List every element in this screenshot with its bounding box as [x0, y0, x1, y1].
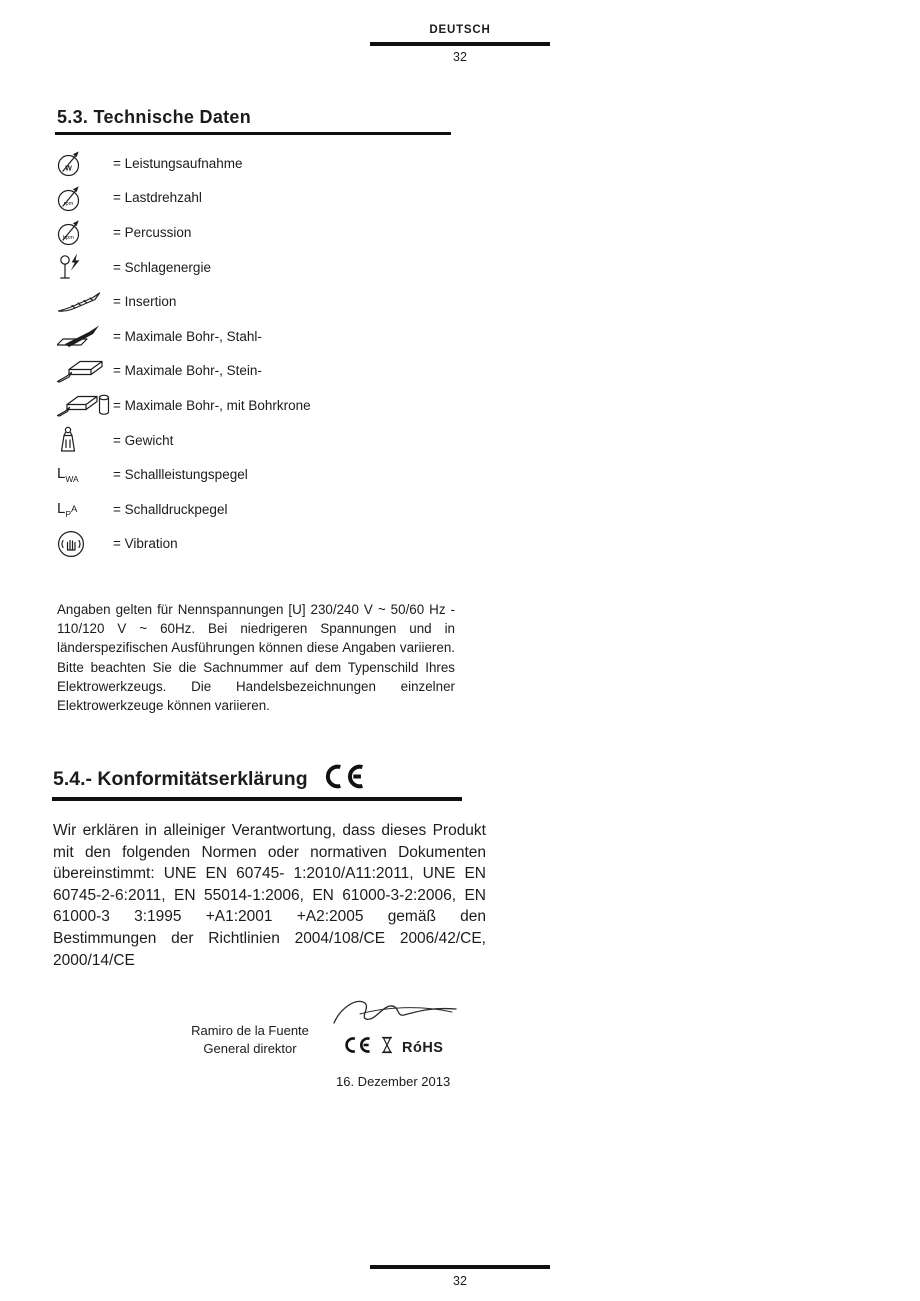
spec-label: = Schlagenergie	[113, 259, 211, 275]
technical-data-list	[57, 146, 477, 561]
spec-row-gewicht	[57, 423, 477, 458]
spec-label: = Percussion	[113, 224, 192, 240]
spec-label: = Lastdrehzahl	[113, 190, 202, 206]
spec-label: = Schallleistungspegel	[113, 467, 248, 483]
spec-label: = Insertion	[113, 294, 177, 310]
rohs-label: RóHS	[402, 1039, 444, 1056]
declaration-date: 16. Dezember 2013	[336, 1074, 451, 1089]
header-page-number: 32	[453, 50, 467, 64]
spec-row-percussion	[57, 215, 477, 250]
signer-name: Ramiro de la Fuente	[191, 1023, 309, 1038]
spec-row-insertion	[57, 284, 477, 319]
section-54-header	[53, 763, 366, 795]
svg-text:bpm: bpm	[63, 235, 74, 242]
spec-label: = Schalldruckpegel	[113, 501, 228, 517]
vibration-icon	[57, 530, 113, 558]
drill-steel-icon	[57, 324, 113, 348]
spec-row-lastdrehzahl	[57, 181, 477, 216]
spec-label: = Gewicht	[113, 432, 174, 448]
spec-row-vibration	[57, 527, 477, 562]
rpm-gauge-icon	[57, 184, 113, 212]
spec-row-schalldruckpegel	[57, 492, 477, 527]
section-53-title: 5.3. Technische Daten	[57, 107, 252, 127]
spec-row-bohr-stein	[57, 354, 477, 389]
spec-label: = Maximale Bohr-, mit Bohrkrone	[113, 397, 311, 413]
lpa-symbol: $L_PA$	[57, 499, 78, 519]
certification-marks	[344, 1036, 443, 1059]
signer-title: General direktor	[203, 1041, 297, 1056]
voltage-note: Angaben gelten für Nennspannungen [U] 230/240 V ~ 50/60 Hz - 110/120 V ~ 60Hz. Bei niedrigeren Spannungen und in länderspezifischen Ausführungen können diese Angaben variieren. Bitte beachten Sie die Sachnummer auf dem Typenschild Ihres Elektrowerkzeugs. Die Handelsbezeichnungen einzelner Elektrowerkzeuge können variieren.	[57, 602, 455, 714]
ce-mark-icon	[324, 763, 366, 795]
spec-label: = Leistungsaufnahme	[113, 155, 243, 171]
spec-label: = Vibration	[113, 536, 178, 552]
drill-stone-icon	[57, 358, 113, 383]
section-53-underline	[55, 132, 451, 135]
spec-row-schlagenergie	[57, 250, 477, 285]
lwa-symbol: $L_{WA}$	[57, 465, 79, 485]
header-rule	[370, 42, 550, 46]
drill-bit-icon	[57, 291, 113, 313]
section-54-title: 5.4.- Konformitätserklärung	[53, 767, 308, 790]
signer-block	[168, 1022, 332, 1058]
ce-mark-icon	[344, 1036, 372, 1059]
footer-rule	[370, 1265, 550, 1269]
section-54-underline	[52, 797, 462, 801]
hourglass-icon	[380, 1036, 394, 1059]
footer-page-number: 32	[453, 1274, 467, 1288]
drill-core-icon	[57, 392, 113, 418]
signature-scribble	[330, 995, 462, 1040]
spec-row-leistungsaufnahme	[57, 146, 477, 181]
svg-text:W: W	[65, 165, 72, 173]
spec-row-bohr-stahl	[57, 319, 477, 354]
weight-icon	[57, 426, 113, 455]
spec-row-schallleistungspegel	[57, 457, 477, 492]
header-language: DEUTSCH	[429, 24, 491, 36]
svg-text:rpm: rpm	[63, 200, 74, 207]
bpm-gauge-icon	[57, 218, 113, 246]
spec-row-bohr-bohrkrone	[57, 388, 477, 423]
impact-energy-icon	[57, 253, 113, 282]
spec-label: = Maximale Bohr-, Stahl-	[113, 328, 262, 344]
spec-label: = Maximale Bohr-, Stein-	[113, 363, 262, 379]
declaration-text: Wir erklären in alleiniger Verantwortung, dass dieses Produkt mit den folgenden Normen oder normativen Dokumenten übereinstimmt: UNE EN 60745- 1:2010/A11:2011, UNE EN 60745-2-6:2011, EN 55014-1:2006, EN 61000-3-2:2006, EN 61000-3 3:1995 +A1:2001 +A2:2005 gemäß den Bestimmungen der Richtlinien 2004/108/CE 2006/42/CE, 2000/14/CE	[53, 822, 486, 969]
wattage-gauge-icon	[57, 149, 113, 177]
